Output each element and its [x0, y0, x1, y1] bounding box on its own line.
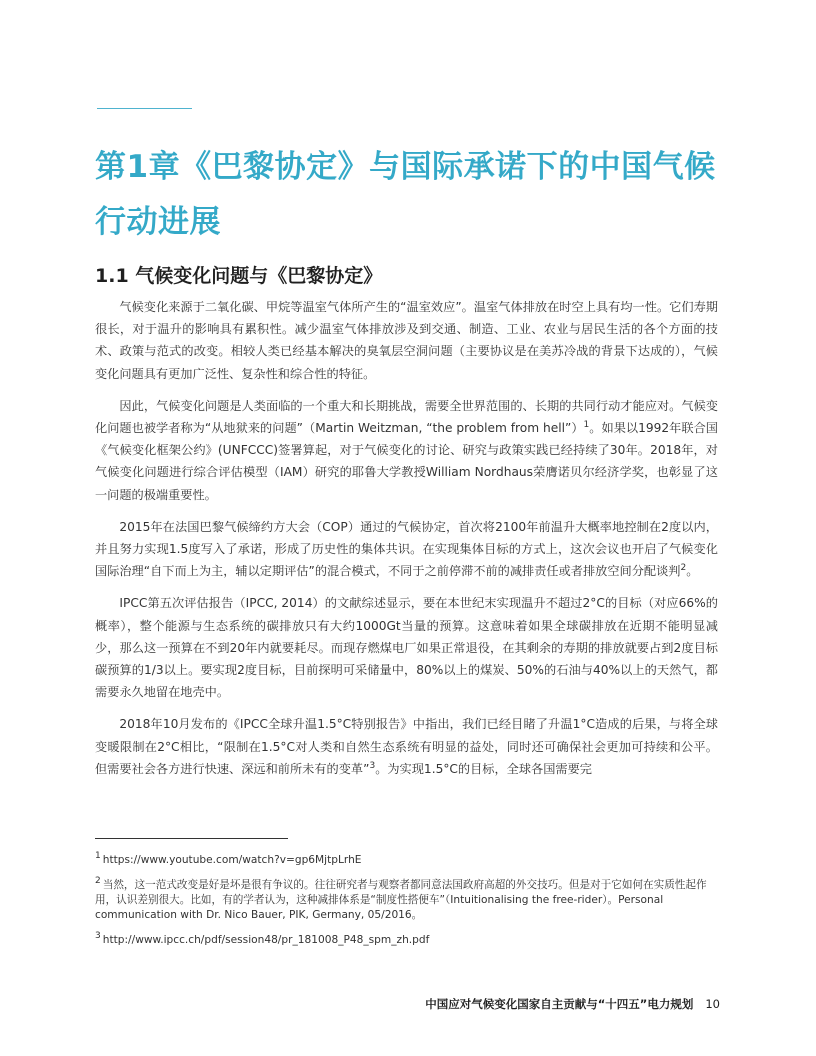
footnote-link[interactable]: http://www.ipcc.ch/pdf/session48/pr_181008_P48_spm_zh.pdf [102, 934, 430, 946]
paragraph-text: IPCC第五次评估报告（IPCC, 2014）的文献综述显示，要在本世纪末实现温升不超过2°C的目标（对应66%的概率），整个能源与生态系统的碳排放只有大约1000Gt当量的预算。这意味着如果全球碳排放在近期不能明显减少，那么这一预算在不到20年内就要耗尽。而现存燃煤电厂如果正常退役，在其剩余的寿期的排放就要占到2度目标碳预算的1/3以上。要实现2度目标，目前探明可采储量中，80%以上的煤炭、50%的石油与40%以上的天然气，都需要永久地留在地壳中。 [95, 596, 718, 700]
footnote-link[interactable]: https://www.youtube.com/watch?v=gp6MjtpLrhE [102, 854, 362, 866]
footnote-1 [95, 853, 720, 868]
top-accent-rule [97, 108, 192, 109]
footnote-ref-3[interactable]: 3 [369, 760, 376, 771]
footnotes [95, 853, 720, 958]
footnote-ref-2[interactable]: 2 [680, 563, 687, 574]
paragraph-3 [95, 516, 718, 583]
page-number: 10 [705, 997, 720, 1011]
chapter-title-line2: 行动进展 [95, 204, 221, 240]
body-text [95, 296, 718, 790]
paragraph-text: 。 [686, 564, 699, 579]
footnote-text: 当然，这一范式改变是好是坏是很有争议的。往往研究者与观察者都同意法国政府高超的外交技巧。但是对于它如何在实质性起作用，认识差别很大。比如，有的学者认为，这种减排体系是“制度性搭便车”（Intuitionalising the free-rider）。Personal communication with Dr. Nico Bauer, PIK, Germany, 05/2016。 [95, 879, 707, 921]
paragraph-text: 2018年10月发布的《IPCC全球升温1.5°C特别报告》中指出，我们已经目睹了升温1°C造成的后果，与将全球变暖限制在2°C相比，“限制在1.5°C对人类和自然生态系统有明显的益处，同时还可确保社会更加可持续和公平。但需要社会各方进行快速、深远和前所未有的变革” [95, 717, 718, 776]
section-title: 1.1 气候变化问题与《巴黎协定》 [95, 265, 383, 287]
footer-title: 中国应对气候变化国家自主贡献与“十四五”电力规划 [425, 997, 694, 1011]
footnote-2 [95, 878, 720, 923]
footnote-mark: 2 [95, 876, 101, 887]
paragraph-text: 因此，气候变化问题是人类面临的一个重大和长期挑战，需要全世界范围的、长期的共同行动才能应对。气候变化问题也被学者称为“从地狱来的问题”（Martin Weitzman, “the problem from hell”） [95, 398, 718, 436]
paragraph-text: 气候变化来源于二氧化碳、甲烷等温室气体所产生的“温室效应”。温室气体排放在时空上具有均一性。它们寿期很长，对于温升的影响具有累积性。减少温室气体排放涉及到交通、制造、工业、农业与居民生活的各个方面的技术、政策与范式的改变。相较人类已经基本解决的臭氧层空洞问题（主要协议是在美苏冷战的背景下达成的），气候变化问题具有更加广泛性、复杂性和综合性的特征。 [95, 300, 718, 381]
paragraph-1 [95, 296, 718, 385]
footnote-divider [95, 838, 288, 839]
paragraph-4 [95, 592, 718, 703]
footnote-ref-1[interactable]: 1 [583, 419, 590, 430]
footnote-3 [95, 933, 720, 948]
paragraph-5 [95, 713, 718, 780]
paragraph-text: 。为实现1.5°C的目标，全球各国需要完 [375, 761, 592, 776]
footnote-mark: 1 [95, 851, 101, 862]
chapter-title [95, 140, 735, 250]
paragraph-2 [95, 395, 718, 506]
paragraph-text: 2015年在法国巴黎气候缔约方大会（COP）通过的气候协定，首次将2100年前温升大概率地控制在2度以内，并且努力实现1.5度写入了承诺，形成了历史性的集体共识。在实现集体目标的方式上，这次会议也开启了气候变化国际治理“自下而上为主，辅以定期评估”的混合模式，不同于之前停滞不前的减排责任或者排放空间分配谈判 [95, 519, 718, 579]
page-footer [425, 996, 720, 1012]
chapter-title-line1: 第1章《巴黎协定》与国际承诺下的中国气候 [95, 149, 716, 185]
footnote-mark: 3 [95, 931, 101, 942]
paragraph-text: 。如果以1992年联合国《气候变化框架公约》(UNFCCC)签署算起，对于气候变化的讨论、研究与政策实践已经持续了30年。2018年，对气候变化问题进行综合评估模型（IAM）研究的耶鲁大学教授William Nordhaus荣膺诺贝尔经济学奖，也彰显了这一问题的极端重要性。 [95, 421, 718, 502]
